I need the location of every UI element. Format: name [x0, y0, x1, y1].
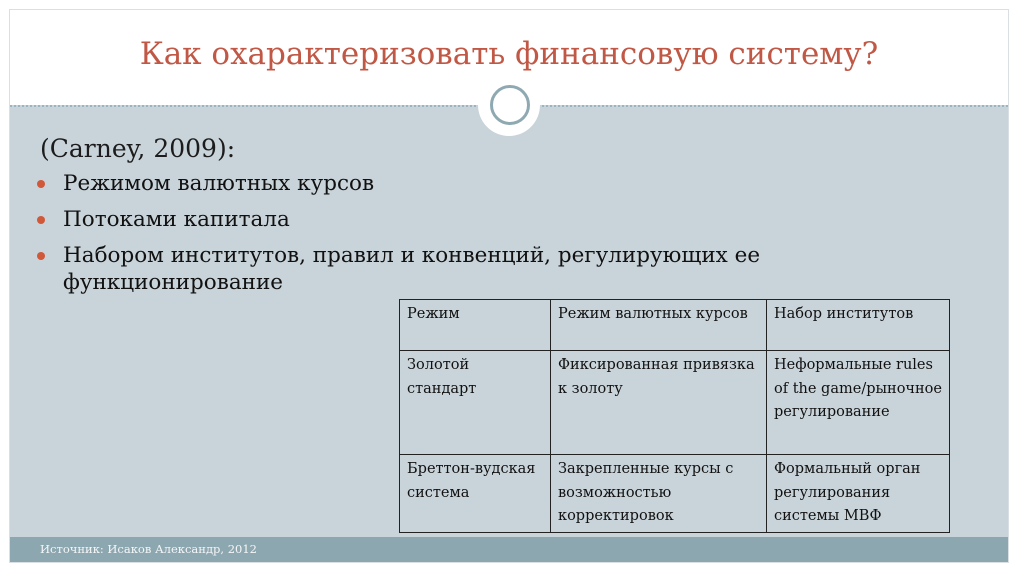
bullet-text: Потоками капитала: [63, 207, 290, 232]
ring-ornament-inner: [490, 85, 530, 125]
table-cell: Формальный орган регулирования системы МВФ: [767, 455, 950, 533]
bullet-list: [34, 170, 814, 305]
table-cell: Неформальные rules of the game/рыночное регулирование: [767, 351, 950, 455]
bullet-text: Режимом валютных курсов: [63, 171, 375, 196]
table-row: [400, 300, 950, 351]
table-cell: Режим валютных курсов: [551, 300, 767, 351]
source-note: Источник: Исаков Александр, 2012: [40, 542, 257, 556]
bullet-text: Набором институтов, правил и конвенций, регулирующих ее функционирование: [63, 243, 761, 295]
bullet-item: [34, 242, 814, 296]
table-cell: Режим: [400, 300, 551, 351]
table-cell: Набор институтов: [767, 300, 950, 351]
bullet-dot-icon: [37, 216, 45, 224]
table-row: [400, 351, 950, 455]
slide-title: Как охарактеризовать финансовую систему?: [139, 36, 879, 72]
table-cell: Бреттон-вудская система: [400, 455, 551, 533]
table-row: [400, 455, 950, 533]
table-cell: Золотой стандарт: [400, 351, 551, 455]
bullet-dot-icon: [37, 252, 45, 260]
slide: [10, 10, 1008, 562]
bullet-item: [34, 206, 814, 233]
slide-footer: [10, 537, 1008, 562]
citation-heading: (Carney, 2009):: [40, 134, 236, 163]
table-cell: Фиксированная привязка к золоту: [551, 351, 767, 455]
regimes-table: [399, 299, 950, 533]
table-cell: Закрепленные курсы с возможностью корректировок: [551, 455, 767, 533]
bullet-dot-icon: [37, 180, 45, 188]
bullet-item: [34, 170, 814, 197]
ring-ornament-icon: [478, 74, 540, 136]
